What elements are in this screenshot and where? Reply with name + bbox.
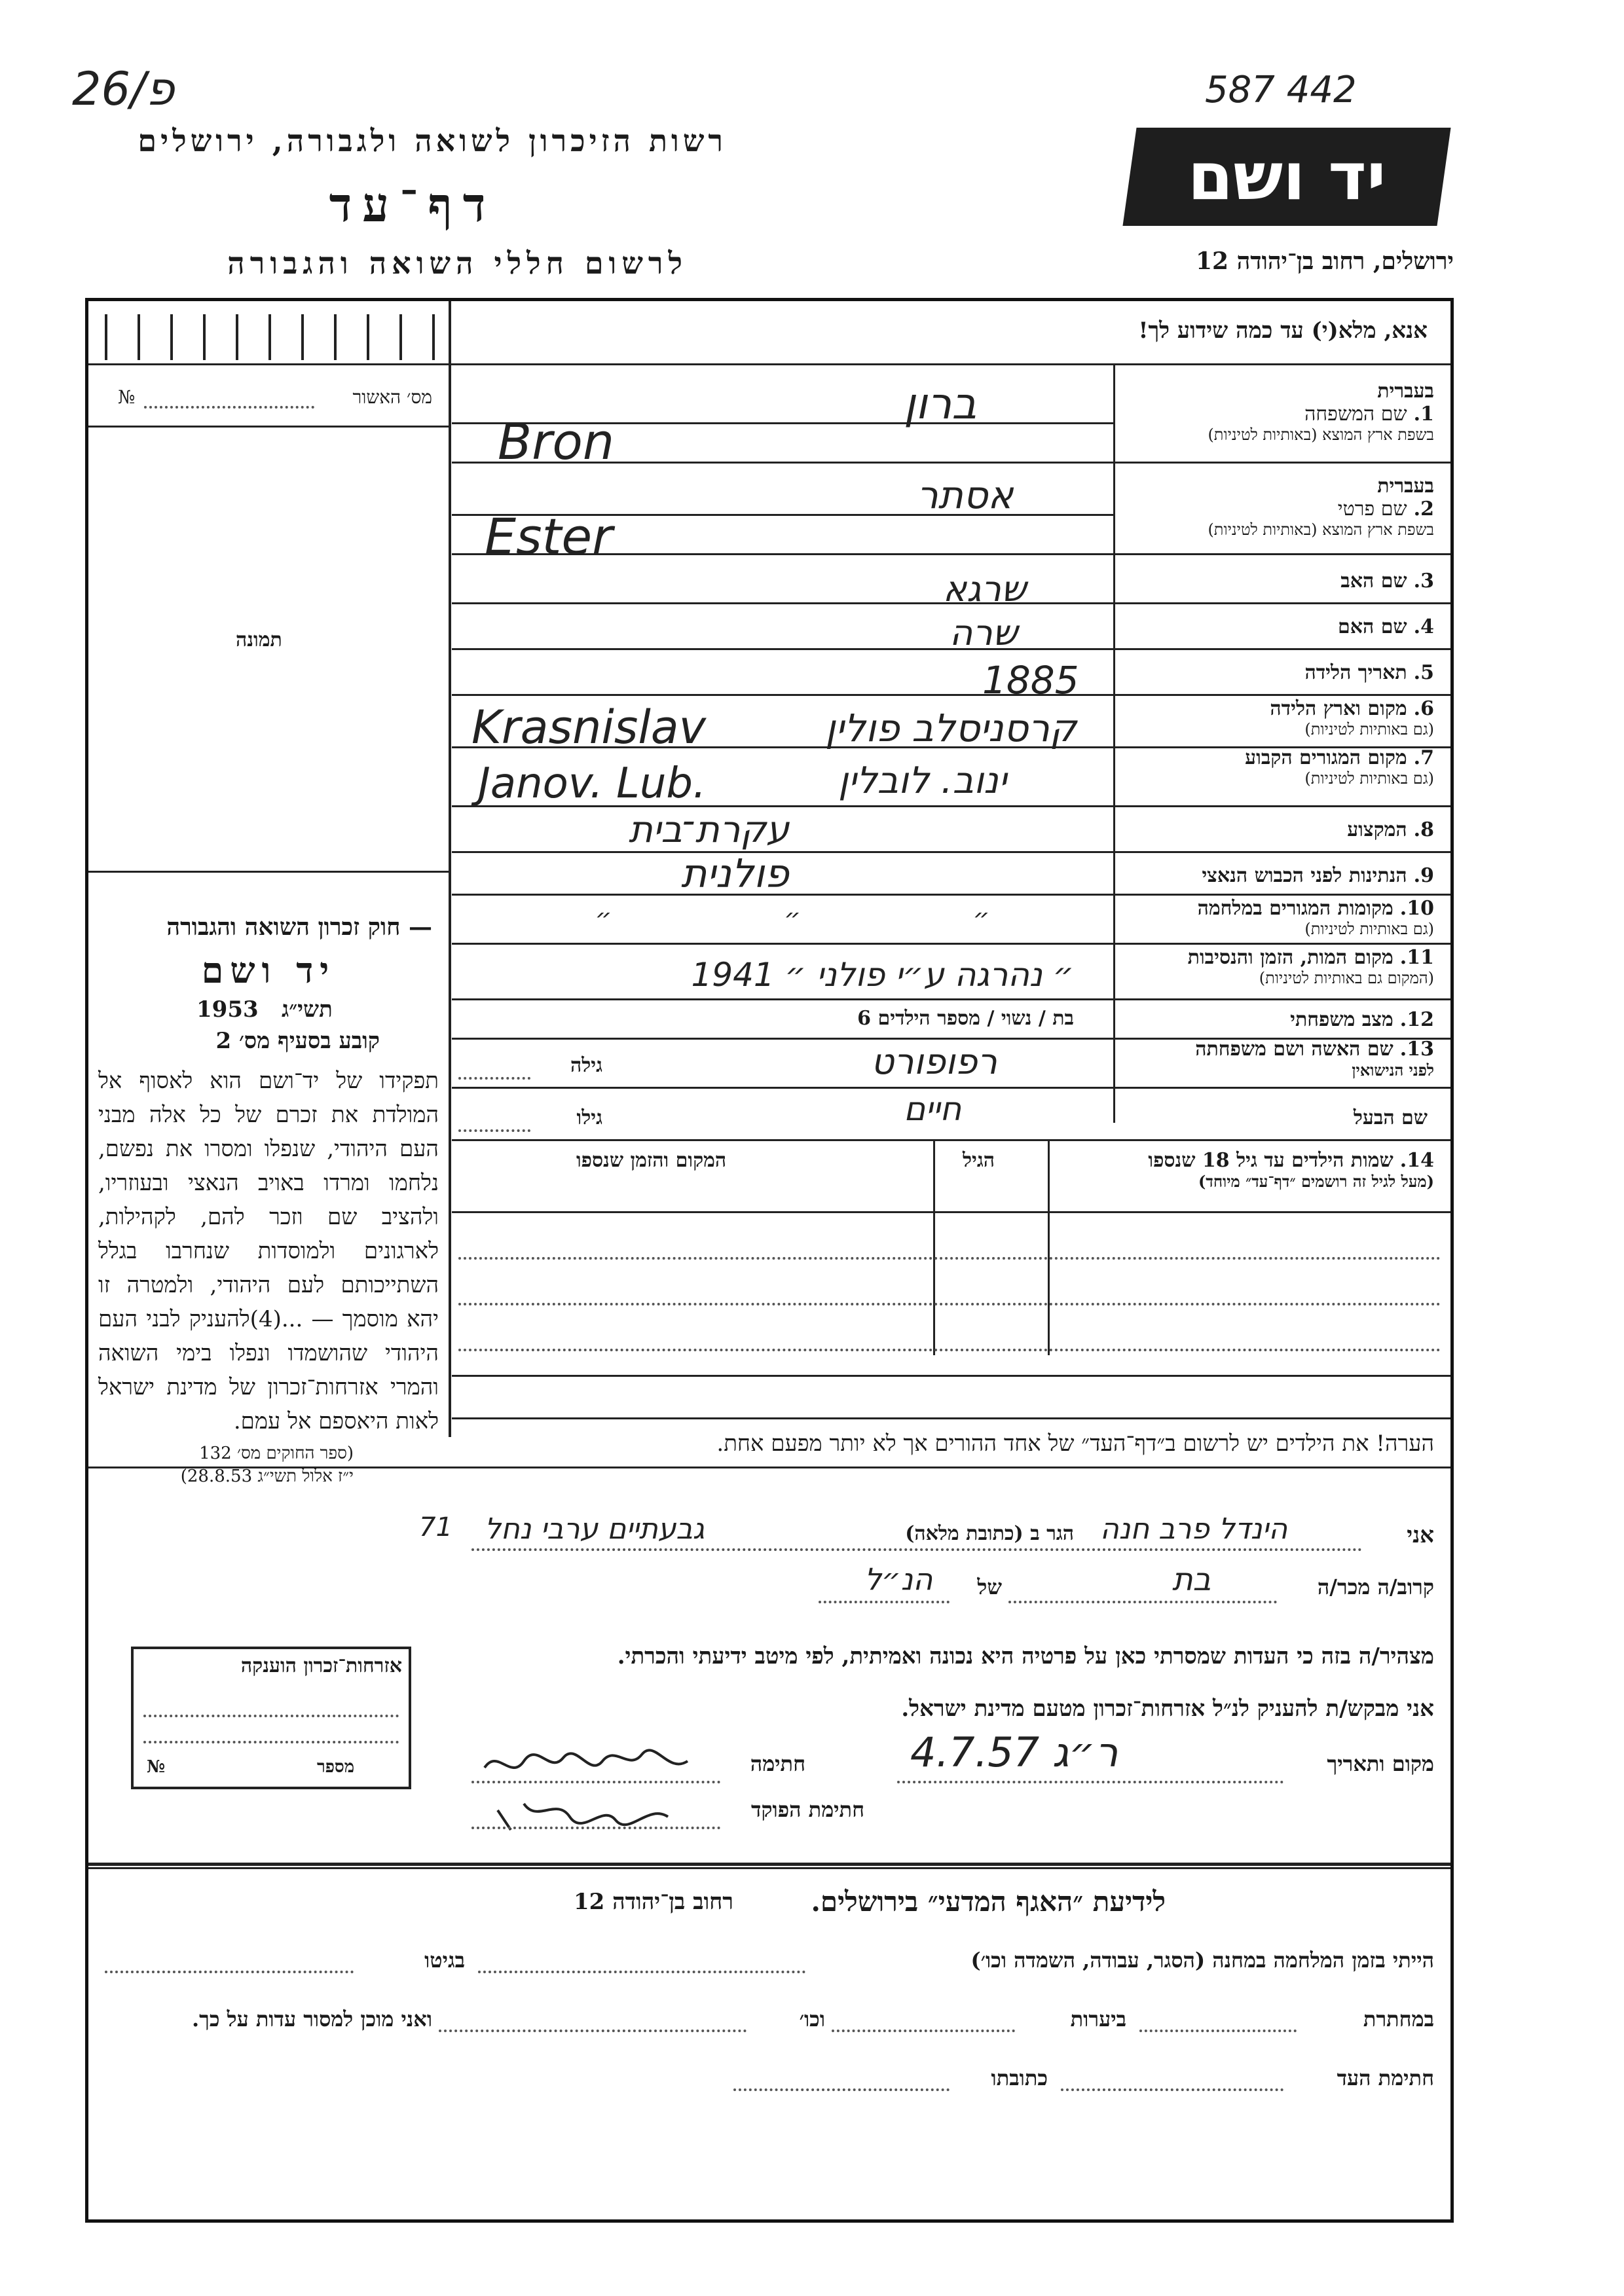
footer-ready: ואני מוכן למסור עדות על כך. [191, 2007, 432, 2032]
declaration-line4: אני מבקש/ת להעניק לנ״ל אזרחות־זכרון מטעם מדינת ישראל. [901, 1696, 1434, 1722]
page-title: דף־עד [329, 177, 496, 232]
address: ירושלים, רחוב בן־יהודה 12 [1195, 247, 1454, 275]
field-1-tag: בעברית [1377, 380, 1434, 403]
wife-maiden-name: רפופורט [871, 1041, 997, 1082]
field-8-label: 8.המקצוע [1347, 818, 1434, 841]
field-7-label: 7.מקום המגורים הקבוע (גם באותיות לטיניות) [1245, 746, 1434, 788]
law-ref-1: (ספר החוקים מס׳ 132 [199, 1444, 354, 1463]
husband-age-label: גילו [576, 1106, 602, 1129]
field-3-label: 3.שם האב [1340, 570, 1434, 592]
page-subtitle: לרשום חללי השואה והגבורה [227, 246, 688, 281]
field-9-label: 9.הנתינות לפני הכבוש הנאצי [1202, 864, 1434, 887]
law-title: — חוק זכרון השואה והגבורה [166, 913, 432, 941]
wife-age-label: גילה [570, 1054, 602, 1077]
birth-date: 1885 [982, 658, 1079, 702]
law-year-he: תשי״ג [282, 996, 333, 1023]
declaration-mid: הגר ב (כתובת מלאה) [905, 1522, 1074, 1545]
death-details: ״ נהרגה ע״י פולני ״ 1941 [691, 956, 1074, 994]
wartime-residence: ״ ״ ״ [595, 903, 990, 934]
firstname-hebrew: אסתר [917, 473, 1014, 517]
field-12-label: 12.מצב משפחתי [1290, 1008, 1434, 1031]
relation-of: של [977, 1575, 1002, 1599]
footer-address: רחוב בן־יהודה 12 [573, 1889, 733, 1915]
approval-boxes [105, 314, 439, 360]
field-13-label: 13.שם האשה ושם משפחתה לפני הנישואין [1195, 1038, 1434, 1080]
relation-of-value: הנ״ל [864, 1561, 933, 1597]
citizenship-box [131, 1647, 411, 1789]
declaration-prefix: אני [1407, 1522, 1434, 1548]
declaration-line3: מצהיר/ה בזה כי העדות שמסרתי כאן על פרטיה היא נכונה ואמיתית, לפי מיטב ידיעתי והכרתי. [617, 1643, 1434, 1669]
surname-latin: Bron [498, 412, 615, 471]
citizenship-sign: № [147, 1757, 166, 1777]
approval-label: מס׳ האשור [352, 386, 432, 408]
logo-text: יד ושם [1187, 138, 1386, 215]
footer-etc: וכו׳ [799, 2007, 825, 2032]
file-number: 26/פ [72, 62, 175, 116]
instruction-underline [449, 363, 1450, 365]
field-4-label: 4.שם האם [1338, 615, 1434, 638]
witness-signature-label: חתימת העד [1337, 2066, 1434, 2090]
children-note: הערה! את הילדים יש לרשום ב״דף־העד״ של אחד ההורים אך לא יותר מפעם אחת. [716, 1430, 1434, 1457]
field-2-label: בעברית 2.שם פרטי בשפת ארץ המוצא (באותיות לטיניות) [1208, 475, 1434, 539]
nationality: פולנית [681, 851, 789, 897]
approval-sign: № [118, 386, 136, 408]
place-date-label: מקום ותאריך [1327, 1751, 1434, 1776]
husband-label: שם הבעל [1353, 1106, 1428, 1129]
law-year: 1953 [196, 996, 259, 1023]
field-10-label: 10.מקומות המגורים במלחמה (גם באותיות לטיניות) [1197, 897, 1434, 938]
father-name: שרגא [943, 568, 1027, 610]
signature-label: חתימה [750, 1751, 805, 1776]
husband-name: חיים [904, 1090, 962, 1128]
children-header-name: 14.שמות הילדים עד גיל 18 שנספו (מעל לגיל זה רושמים ״דף־עד״ מיוחד) [1148, 1149, 1434, 1191]
field-5-label: 5.תאריך הלידה [1304, 661, 1434, 684]
institute-line: רשות הזיכרון לשואה ולגבורה, ירושלים [138, 123, 727, 158]
declarant-address: גבעתיים ערבי נחל [485, 1512, 705, 1546]
field-6-label: 6.מקום וארץ הלידה (גם באותיות לטיניות) [1270, 697, 1434, 738]
birthplace-hebrew: קרסניסלב פולין [825, 706, 1077, 750]
yad-vashem-logo [1122, 128, 1450, 226]
footer-underground: במחתרת [1363, 2007, 1434, 2032]
occupation: עקרת־בית [629, 809, 790, 851]
witness-address-label: כתובתו [991, 2066, 1048, 2090]
official-label: חתימת הפוקד [751, 1797, 864, 1822]
law-clause: קובע בסעיף מס׳ 2 [215, 1028, 380, 1054]
relation-value: בת [1172, 1561, 1211, 1598]
citizenship-title: אזרחות־זכרון הוענקה [240, 1654, 402, 1677]
birthplace-latin: Krasnislav [471, 701, 707, 754]
law-ref-2: י״ז אלול תשי״ג 28.8.53) [180, 1467, 354, 1486]
law-text: תפקידו של יד־ושם הוא לאסוף אל המולדת את זכרם של כל אלה מבני העם היהודי, שנפלו ומסרו את נפשם, נלחמו ומרדו באויב הנאצי ובעוזריו, ולהציב שם וזכר להם, לקהילות, לארגונים ולמוסדות שנחרבו בגלל השתייכותם לעם היהודי, ולמטרה זו יהא מוסמך — ...(4)להעניק לבני העם היהודי שהושמדו ונפלו בימי השואה והמרי אזרחות־זכרון של מדינת ישראל לאות היאספם אל עמם. [98, 1068, 439, 1434]
children-header-place: המקום והזמן שנספו [576, 1149, 727, 1172]
surname-hebrew: ברון [904, 378, 977, 429]
relation-label: קרוב/ה מכר/ה [1317, 1575, 1434, 1599]
residence-hebrew: ינוב. לובלין [838, 759, 1007, 802]
place-date-value: ר״ג 4.7.57 [910, 1728, 1118, 1776]
firstname-latin: Ester [485, 507, 613, 566]
reference-number: 587 442 [1205, 69, 1357, 111]
citizenship-number-label: מספר [317, 1757, 355, 1777]
field-11-label: 11.מקום המות, הזמן והנסיבות (המקום גם באותיות לטיניות) [1187, 946, 1434, 987]
footer-title: לידיעת ״האגף המדעי״ בירושלים. [811, 1886, 1166, 1918]
official-signature [485, 1791, 701, 1836]
footer-divider [88, 1863, 1450, 1866]
photo-label: תמונה [236, 629, 282, 651]
declaration-margin: 71 [419, 1512, 452, 1542]
mother-name: שרה [950, 612, 1018, 653]
declarant-name: הינדל פרב חנה [1100, 1512, 1288, 1546]
label-column-divider [1113, 363, 1115, 1123]
instruction: אנא, מלא(י) עד כמה שידוע לך! [1138, 318, 1428, 344]
children-header-age: הגיל [963, 1149, 995, 1172]
left-column-divider [449, 301, 451, 1437]
footer-line1: הייתי בזמן המלחמה במחנה (הסגר, עבודה, השמדה וכו׳) [970, 1948, 1434, 1973]
footer-forests: ביערות [1070, 2007, 1126, 2032]
residence-latin: Janov. Lub. [478, 759, 707, 808]
family-status: בת / נשוי / מספר הילדים 6 [857, 1007, 1074, 1030]
law-name: יד ושם [201, 949, 336, 991]
footer-ghetto: בגיטו [424, 1948, 465, 1973]
field-1-label: בעברית 1.שם המשפחה בשפת ארץ המוצא (באותיות לטיניות) [1208, 380, 1434, 444]
